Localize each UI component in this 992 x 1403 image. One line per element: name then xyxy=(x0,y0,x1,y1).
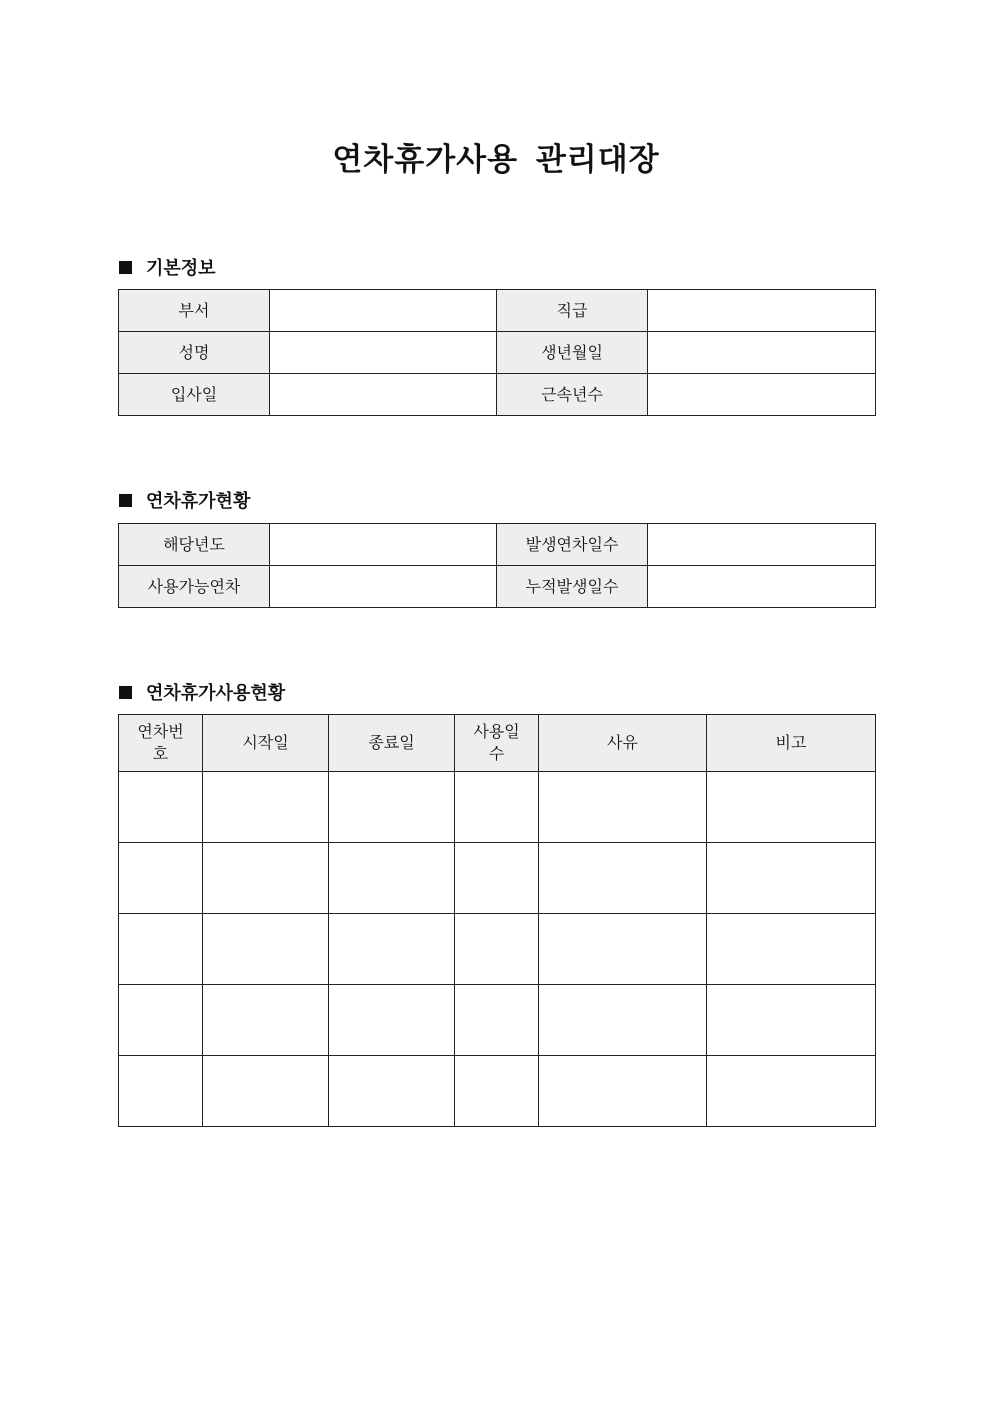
reason-cell[interactable] xyxy=(539,914,707,985)
leave-usage-table xyxy=(118,714,876,1127)
reason-cell[interactable] xyxy=(539,1056,707,1127)
days-used-cell[interactable] xyxy=(455,985,539,1056)
leave-number-cell[interactable] xyxy=(119,772,203,843)
name-field[interactable] xyxy=(270,332,497,374)
leave-number-cell[interactable] xyxy=(119,985,203,1056)
label-department: 부서 xyxy=(119,290,270,332)
section-heading-label: 연차휴가사용현황 xyxy=(146,683,286,704)
section-heading-label: 기본정보 xyxy=(146,258,216,279)
start-date-cell[interactable] xyxy=(203,914,329,985)
column-header-days-used: 사용일수 xyxy=(455,715,539,772)
label-name: 성명 xyxy=(119,332,270,374)
page-title: 연차휴가사용 관리대장 xyxy=(332,142,660,178)
table-row xyxy=(119,374,876,416)
table-row xyxy=(119,1056,876,1127)
section-heading-leave-status xyxy=(119,487,250,513)
position-field[interactable] xyxy=(648,290,876,332)
start-date-cell[interactable] xyxy=(203,1056,329,1127)
label-cumulative-days: 누적발생일수 xyxy=(497,566,648,608)
table-row xyxy=(119,772,876,843)
square-bullet-icon xyxy=(119,686,132,699)
table-row xyxy=(119,332,876,374)
available-leave-field[interactable] xyxy=(270,566,497,608)
square-bullet-icon xyxy=(119,261,132,274)
section-heading-basic-info xyxy=(119,254,216,280)
remarks-cell[interactable] xyxy=(707,843,876,914)
basic-info-table xyxy=(118,289,876,416)
column-header-leave-number: 연차번호 xyxy=(119,715,203,772)
end-date-cell[interactable] xyxy=(329,985,455,1056)
start-date-cell[interactable] xyxy=(203,843,329,914)
table-row xyxy=(119,290,876,332)
cumulative-days-field[interactable] xyxy=(648,566,876,608)
column-header-end-date: 종료일 xyxy=(329,715,455,772)
label-hire-date: 입사일 xyxy=(119,374,270,416)
birthdate-field[interactable] xyxy=(648,332,876,374)
accrued-leave-days-field[interactable] xyxy=(648,524,876,566)
leave-status-table xyxy=(118,523,876,608)
table-row xyxy=(119,843,876,914)
column-header-start-date: 시작일 xyxy=(203,715,329,772)
hire-date-field[interactable] xyxy=(270,374,497,416)
section-heading-leave-usage xyxy=(119,679,285,705)
reason-cell[interactable] xyxy=(539,985,707,1056)
days-used-cell[interactable] xyxy=(455,1056,539,1127)
table-row xyxy=(119,524,876,566)
days-used-cell[interactable] xyxy=(455,914,539,985)
end-date-cell[interactable] xyxy=(329,1056,455,1127)
days-used-cell[interactable] xyxy=(455,772,539,843)
target-year-field[interactable] xyxy=(270,524,497,566)
years-of-service-field[interactable] xyxy=(648,374,876,416)
label-years-of-service: 근속년수 xyxy=(497,374,648,416)
remarks-cell[interactable] xyxy=(707,1056,876,1127)
table-row xyxy=(119,566,876,608)
leave-number-cell[interactable] xyxy=(119,914,203,985)
leave-number-cell[interactable] xyxy=(119,843,203,914)
section-heading-label: 연차휴가현황 xyxy=(146,491,251,512)
label-available-leave: 사용가능연차 xyxy=(119,566,270,608)
label-birthdate: 생년월일 xyxy=(497,332,648,374)
end-date-cell[interactable] xyxy=(329,914,455,985)
remarks-cell[interactable] xyxy=(707,914,876,985)
days-used-cell[interactable] xyxy=(455,843,539,914)
table-header-row xyxy=(119,715,876,772)
start-date-cell[interactable] xyxy=(203,772,329,843)
table-row xyxy=(119,985,876,1056)
column-header-remarks: 비고 xyxy=(707,715,876,772)
department-field[interactable] xyxy=(270,290,497,332)
label-position: 직급 xyxy=(497,290,648,332)
reason-cell[interactable] xyxy=(539,772,707,843)
leave-number-cell[interactable] xyxy=(119,1056,203,1127)
column-header-reason: 사유 xyxy=(539,715,707,772)
square-bullet-icon xyxy=(119,494,132,507)
label-target-year: 해당년도 xyxy=(119,524,270,566)
remarks-cell[interactable] xyxy=(707,985,876,1056)
end-date-cell[interactable] xyxy=(329,843,455,914)
label-accrued-leave-days: 발생연차일수 xyxy=(497,524,648,566)
remarks-cell[interactable] xyxy=(707,772,876,843)
reason-cell[interactable] xyxy=(539,843,707,914)
end-date-cell[interactable] xyxy=(329,772,455,843)
table-row xyxy=(119,914,876,985)
start-date-cell[interactable] xyxy=(203,985,329,1056)
